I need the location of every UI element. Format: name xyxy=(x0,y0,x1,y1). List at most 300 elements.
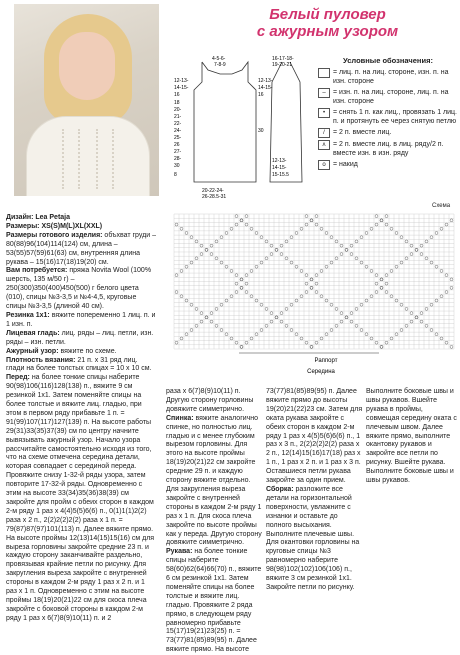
paragraph xyxy=(6,223,156,232)
sch-right-4: 30 xyxy=(258,128,264,134)
paragraph-heading: Сборка: xyxy=(266,485,294,493)
paragraph-text: Выполните боковые швы и швы рукавов. Вшейте рукава в проймы, совмещая середину оката с плечевым швом. Далее вяжите прямо, выполните окантовку рукавов и закройте все петли по рисунку. Вшейте рукава. Выполните боковые швы и швы рукавов. xyxy=(366,388,457,485)
yarn-over-mark xyxy=(250,269,253,272)
paragraph-heading: Размеры готового изделия: xyxy=(6,231,103,239)
yarn-over-mark xyxy=(310,278,313,281)
yarn-over-mark xyxy=(185,299,188,302)
paragraph xyxy=(266,388,364,486)
yarn-over-mark xyxy=(230,295,233,298)
legend-symbol: • xyxy=(318,108,330,118)
yarn-over-mark xyxy=(345,316,348,319)
yarn-over-mark xyxy=(245,274,248,277)
legend-text: = лиц. п. на лиц. стороне, изн. п. на изн. стороне xyxy=(333,69,449,85)
yarn-over-mark xyxy=(420,244,423,247)
yarn-over-mark xyxy=(210,253,213,256)
sch-bottom-2: 26-28.5-31 xyxy=(202,194,227,200)
yarn-over-mark xyxy=(235,215,238,218)
yarn-over-mark xyxy=(270,253,273,256)
legend-item xyxy=(318,88,458,106)
yarn-over-mark xyxy=(250,295,253,298)
yarn-over-mark xyxy=(440,295,443,298)
photo-lace-right xyxy=(96,129,114,189)
yarn-over-mark xyxy=(445,274,448,277)
legend-symbol: o xyxy=(318,160,330,170)
yarn-over-mark xyxy=(425,240,428,243)
yarn-over-mark xyxy=(240,219,243,222)
yarn-over-mark xyxy=(330,329,333,332)
yarn-over-mark xyxy=(205,316,208,319)
yarn-over-mark xyxy=(240,286,243,289)
yarn-over-mark xyxy=(355,257,358,260)
yarn-over-mark xyxy=(270,244,273,247)
yarn-over-mark xyxy=(255,232,258,235)
instructions-column-3 xyxy=(266,388,364,593)
yarn-over-mark xyxy=(315,291,318,294)
yarn-over-mark xyxy=(190,261,193,264)
instructions-column-4 xyxy=(366,388,458,486)
legend-item xyxy=(318,68,458,86)
yarn-over-mark xyxy=(280,320,283,323)
yarn-over-mark xyxy=(350,253,353,256)
yarn-over-mark xyxy=(210,320,213,323)
paragraph-heading: Размеры: XS(S)M(L)XL(XXL) xyxy=(6,222,103,230)
paragraph xyxy=(6,357,156,375)
sch-left-1: 12-13- xyxy=(174,78,189,84)
sch-left-12: 28- xyxy=(174,156,182,162)
yarn-over-mark xyxy=(215,257,218,260)
paragraph-text: раза x 6(7)8(9)10(11) п. Другую сторону горловины довяжите симметрично. xyxy=(166,388,254,413)
yarn-over-mark xyxy=(200,312,203,315)
stitch-chart xyxy=(166,210,460,375)
yarn-over-mark xyxy=(180,337,183,340)
yarn-over-mark xyxy=(365,265,368,268)
yarn-over-mark xyxy=(370,227,373,230)
yarn-over-mark xyxy=(265,324,268,327)
yarn-over-mark xyxy=(180,295,183,298)
paragraph-text: 73(77)81(85)89(95) п. Далее вяжите прямо до высоты 19(20)21(22)23 см. Затем для оката рукава закройте с обеих сторон в каждом 2-м ряду 1 раз x 4(5)5(6)6(6) п., 1 раз x 3 п., 2(2)2(2)2(2) раза x 2 п., 12(14)15(16)17(18) раз x 1 п., 1 раз x 2 п. и 1 раз x 3 п. Оставшиеся петли рукава закройте за один прием. xyxy=(266,388,363,485)
yarn-over-mark xyxy=(235,223,238,226)
paragraph-text: лиц. ряды – лиц. петли, изн. ряды – изн. петли. xyxy=(6,329,154,346)
sch-right-1: 12-13- xyxy=(258,78,273,84)
yarn-over-mark xyxy=(370,269,373,272)
paragraph-text: пряжа Novita Wool (100% шерсть, 135 м/50 г) – 250(300)350(400)450(500) г белого цвета (010), спицы №3-3,5 и №4-4,5, круговые спицы №3-3,5 (длиной 40 см). xyxy=(6,267,152,311)
paragraph xyxy=(6,232,156,268)
legend-heading: Условные обозначения: xyxy=(343,56,433,65)
yarn-over-mark xyxy=(380,345,383,348)
paragraph-text: на более тонкие спицы наберите 90(98)106(116)128(138) п., вяжите 9 см резинкой 1х1. Затем поменяйте спицы на более толстые и вяжите лиц. гладью, при этом в первом ряду прибавьте 1 п. = 91(99)107(117)127(139) п. На высоте работы 29(31)33(35)37(39) см по центру начните вывязывать ажурный узор. Начало узора рассчитайте самостоятельно исходя из того, что на схеме отмечена середина детали, которая совпадает с серединой переда. Провяжите снизу 1-32-й ряды узора, затем повторите 17-32-й ряды. Одновременно с этим на высоте 33(34)35(36)38(39) см закройте для пройм с обеих сторон в каждом 2-м ряду 1 раз x 4(4)5(5)6(6) п., 0(1)1(1)2(2) раза x 2 п., 2(2)2(2)2(2) раза x 1 п. = 79(87)87(97)101(113) п. Далее вяжите прямо. На высоте проймы 12(13)14(15)15(16) см для выреза горловины закройте средние 23 п. и каждую сторону заканчивайте раздельно, провязывая крайние петли по рисунку. Для закругления выреза закройте с внутренней стороны в каждом 2-м ряду 1 раз x 2 п. и 1 раз x 1 п. Одновременно с этим на высоте проймы 18(19)20(21)22 см для скоса плеча закройте с боковой стороны в каждом 2-м ряду 1 раз x 6(7)8(9)10(11) п. и 2 xyxy=(6,374,155,622)
yarn-over-mark xyxy=(230,269,233,272)
sch-left-2: 14-15- xyxy=(174,85,189,91)
yarn-over-mark xyxy=(270,312,273,315)
yarn-over-mark xyxy=(315,274,318,277)
legend-item xyxy=(318,140,458,158)
yarn-over-mark xyxy=(215,240,218,243)
legend-text: = изн. п. на лиц. стороне, лиц. п. на изн. стороне xyxy=(333,89,449,105)
yarn-over-mark xyxy=(330,303,333,306)
yarn-over-mark xyxy=(200,253,203,256)
yarn-over-mark xyxy=(355,307,358,310)
yarn-over-mark xyxy=(235,341,238,344)
yarn-over-mark xyxy=(380,286,383,289)
yarn-over-mark xyxy=(345,248,348,251)
paragraph-heading: Дизайн: Lea Petaja xyxy=(6,214,71,221)
yarn-over-mark xyxy=(295,333,298,336)
sch-left-11: 27- xyxy=(174,149,182,155)
yarn-over-mark xyxy=(200,320,203,323)
yarn-over-mark xyxy=(240,345,243,348)
yarn-over-mark xyxy=(205,248,208,251)
yarn-over-mark xyxy=(390,337,393,340)
yarn-over-mark xyxy=(385,341,388,344)
middle-label: Середина xyxy=(307,369,335,375)
garment-schematic xyxy=(172,52,312,202)
yarn-over-mark xyxy=(300,295,303,298)
yarn-over-mark xyxy=(335,324,338,327)
sch-bottom-1: 20-22-24- xyxy=(202,188,224,194)
yarn-over-mark xyxy=(400,236,403,239)
yarn-over-mark xyxy=(175,223,178,226)
yarn-over-mark xyxy=(250,337,253,340)
yarn-over-mark xyxy=(320,227,323,230)
yarn-over-mark xyxy=(330,236,333,239)
yarn-over-mark xyxy=(290,261,293,264)
yarn-over-mark xyxy=(220,303,223,306)
yarn-over-mark xyxy=(315,341,318,344)
yarn-over-mark xyxy=(395,333,398,336)
yarn-over-mark xyxy=(435,265,438,268)
yarn-over-mark xyxy=(285,307,288,310)
yarn-over-mark xyxy=(245,223,248,226)
yarn-over-mark xyxy=(360,303,363,306)
yarn-over-mark xyxy=(260,261,263,264)
yarn-over-mark xyxy=(315,223,318,226)
yarn-over-mark xyxy=(220,329,223,332)
yarn-over-mark xyxy=(280,312,283,315)
yarn-over-mark xyxy=(415,316,418,319)
yarn-over-mark xyxy=(240,278,243,281)
yarn-over-mark xyxy=(225,333,228,336)
yarn-over-mark xyxy=(340,253,343,256)
yarn-over-mark xyxy=(300,337,303,340)
yarn-over-mark xyxy=(325,265,328,268)
legend-text: = 2 п. вместе лиц. в лиц. ряду/2 п. вместе изн. в изн. ряду xyxy=(333,141,444,157)
yarn-over-mark xyxy=(370,337,373,340)
yarn-over-mark xyxy=(385,223,388,226)
yarn-over-mark xyxy=(420,312,423,315)
sch-left-8: 24- xyxy=(174,128,182,134)
yarn-over-mark xyxy=(255,333,258,336)
yarn-over-mark xyxy=(355,240,358,243)
yarn-over-mark xyxy=(190,303,193,306)
yarn-over-mark xyxy=(340,312,343,315)
sch-top-right-2: 19-20-21 xyxy=(272,62,293,68)
paragraph-heading: Спинка: xyxy=(166,414,194,422)
yarn-over-mark xyxy=(300,227,303,230)
yarn-over-mark xyxy=(405,240,408,243)
yarn-over-mark xyxy=(365,232,368,235)
yarn-over-mark xyxy=(245,291,248,294)
sch-top-left-1: 4-5-6- xyxy=(212,56,226,62)
yarn-over-mark xyxy=(310,219,313,222)
paragraph-heading: Перед: xyxy=(6,374,30,382)
yarn-over-mark xyxy=(265,240,268,243)
sch-right-3: 16 xyxy=(258,92,264,98)
sch-left-13: 30 xyxy=(174,163,180,169)
yarn-over-mark xyxy=(425,257,428,260)
paragraph-text: 21 п. x 31 ряд лиц. глади на более толстых спицах = 10 x 10 см. xyxy=(6,356,152,373)
yarn-over-mark xyxy=(235,291,238,294)
yarn-over-mark xyxy=(365,299,368,302)
instructions-column-1 xyxy=(6,214,156,624)
yarn-over-mark xyxy=(440,337,443,340)
yarn-over-mark xyxy=(260,329,263,332)
yarn-over-mark xyxy=(450,278,453,281)
yarn-over-mark xyxy=(290,236,293,239)
yarn-over-mark xyxy=(195,324,198,327)
yarn-over-mark xyxy=(305,274,308,277)
yarn-over-mark xyxy=(275,316,278,319)
yarn-over-mark xyxy=(315,215,318,218)
yarn-over-mark xyxy=(385,274,388,277)
yarn-over-mark xyxy=(405,324,408,327)
yarn-over-mark xyxy=(235,282,238,285)
yarn-over-mark xyxy=(435,232,438,235)
yarn-over-mark xyxy=(190,236,193,239)
yarn-over-mark xyxy=(265,307,268,310)
paragraph xyxy=(6,374,156,623)
yarn-over-mark xyxy=(320,295,323,298)
yarn-over-mark xyxy=(180,227,183,230)
yarn-over-mark xyxy=(325,299,328,302)
yarn-over-mark xyxy=(440,269,443,272)
yarn-over-mark xyxy=(245,341,248,344)
yarn-over-mark xyxy=(245,215,248,218)
stitch-chart-svg xyxy=(166,210,460,375)
yarn-over-mark xyxy=(380,278,383,281)
yarn-over-mark xyxy=(375,282,378,285)
paragraph xyxy=(166,415,264,549)
yarn-over-mark xyxy=(390,227,393,230)
yarn-over-mark xyxy=(325,232,328,235)
paragraph xyxy=(6,330,156,348)
legend-text: = снять 1 п. как лиц., провязать 1 лиц. п. и протянуть ее через снятую петлю xyxy=(333,109,458,125)
yarn-over-mark xyxy=(400,261,403,264)
yarn-over-mark xyxy=(365,333,368,336)
yarn-over-mark xyxy=(390,295,393,298)
sch-left-7: 22- xyxy=(174,121,182,127)
sch-left-3: 16 xyxy=(174,92,180,98)
legend-symbol: / xyxy=(318,128,330,138)
paragraph xyxy=(6,348,156,357)
paragraph-text: вяжите по схеме. xyxy=(58,347,117,355)
yarn-over-mark xyxy=(350,312,353,315)
yarn-over-mark xyxy=(235,274,238,277)
yarn-over-mark xyxy=(285,240,288,243)
yarn-over-mark xyxy=(325,333,328,336)
yarn-over-mark xyxy=(330,261,333,264)
yarn-over-mark xyxy=(360,329,363,332)
yarn-over-mark xyxy=(285,324,288,327)
yarn-over-mark xyxy=(385,215,388,218)
yarn-over-mark xyxy=(340,320,343,323)
title-line-2: с ажурным узором xyxy=(256,23,399,40)
yarn-over-mark xyxy=(450,345,453,348)
yarn-over-mark xyxy=(175,341,178,344)
legend-text: = 2 п. вместе лиц. xyxy=(333,129,392,136)
sch-left-14: 8 xyxy=(174,172,177,178)
yarn-over-mark xyxy=(255,299,258,302)
yarn-over-mark xyxy=(375,291,378,294)
yarn-over-mark xyxy=(315,282,318,285)
yarn-over-mark xyxy=(225,299,228,302)
yarn-over-mark xyxy=(185,265,188,268)
yarn-over-mark xyxy=(435,333,438,336)
yarn-over-mark xyxy=(245,282,248,285)
yarn-over-mark xyxy=(400,303,403,306)
title-line-1: Белый пуловер xyxy=(269,6,386,23)
yarn-over-mark xyxy=(310,286,313,289)
yarn-over-mark xyxy=(300,269,303,272)
paragraph-heading: Резинка 1х1: xyxy=(6,311,50,319)
paragraph xyxy=(266,486,364,593)
sch-right-2: 14-15- xyxy=(258,85,273,91)
yarn-over-mark xyxy=(430,236,433,239)
legend-text: = накид xyxy=(333,161,358,168)
yarn-over-mark xyxy=(430,329,433,332)
paragraph-text: вяжите аналогично спинке, но полностью лиц. гладью и с менее глубоким вырезом горловины. Для этого на высоте проймы 18(19)20(21)22 см закройте средние 29 п. и каждую сторону вяжите отдельно. Для закругления выреза закройте с внутренней стороны в каждом 2-м ряду 1 раз x 1 п. Для скоса плеча закройте по высоте проймы как у переда. Другую сторону довяжите симметрично. xyxy=(166,414,262,547)
paragraph-heading: Лицевая гладь: xyxy=(6,329,60,337)
yarn-over-mark xyxy=(210,244,213,247)
yarn-over-mark xyxy=(175,291,178,294)
yarn-over-mark xyxy=(295,299,298,302)
sch-left-5: 20- xyxy=(174,107,182,113)
yarn-over-mark xyxy=(270,320,273,323)
yarn-over-mark xyxy=(215,307,218,310)
yarn-over-mark xyxy=(250,227,253,230)
yarn-over-mark xyxy=(430,303,433,306)
paragraph-heading: Ажурный узор: xyxy=(6,347,59,355)
yarn-over-mark xyxy=(260,303,263,306)
sch-right-6: 14-15- xyxy=(272,165,287,171)
yarn-over-mark xyxy=(305,223,308,226)
sch-left-9: 25- xyxy=(174,135,182,141)
sch-right-7: 15-15.5 xyxy=(272,172,289,178)
yarn-over-mark xyxy=(200,244,203,247)
yarn-over-mark xyxy=(450,219,453,222)
yarn-over-mark xyxy=(445,291,448,294)
paragraph xyxy=(6,267,156,312)
yarn-over-mark xyxy=(305,291,308,294)
photo-lace-left xyxy=(62,129,80,189)
yarn-over-mark xyxy=(255,265,258,268)
yarn-over-mark xyxy=(225,265,228,268)
sch-right-5: 12-13- xyxy=(272,158,287,164)
yarn-over-mark xyxy=(195,240,198,243)
yarn-over-mark xyxy=(310,345,313,348)
yarn-over-mark xyxy=(405,257,408,260)
yarn-over-mark xyxy=(195,257,198,260)
yarn-over-mark xyxy=(360,261,363,264)
yarn-over-mark xyxy=(410,253,413,256)
yarn-over-mark xyxy=(350,320,353,323)
photo-face xyxy=(59,32,115,100)
yarn-over-mark xyxy=(185,333,188,336)
yarn-over-mark xyxy=(265,257,268,260)
yarn-over-mark xyxy=(410,312,413,315)
yarn-over-mark xyxy=(230,227,233,230)
yarn-over-mark xyxy=(375,274,378,277)
instructions-column-2 xyxy=(166,388,264,655)
yarn-over-mark xyxy=(430,261,433,264)
yarn-over-mark xyxy=(435,299,438,302)
yarn-over-mark xyxy=(175,274,178,277)
yarn-over-mark xyxy=(340,244,343,247)
sch-left-6: 21- xyxy=(174,114,182,120)
paragraph-text: на более тонкие спицы наберите 58(60)62(64)66(70) п., вяжите 6 см резинкой 1х1. Затем поменяйте спицы на более толстые и вяжите лиц. гладью. Провяжите 2 ряда прямо, в следующем ряду равномерно прибавьте 15(17)19(21)23(25) п. = 73(77)81(85)89(95) п. Далее вяжите прямо. На высоте xyxy=(166,548,262,654)
schema-title: Схема xyxy=(432,203,451,209)
yarn-over-mark xyxy=(395,265,398,268)
yarn-over-mark xyxy=(410,320,413,323)
yarn-over-mark xyxy=(290,329,293,332)
yarn-over-mark xyxy=(370,295,373,298)
yarn-over-mark xyxy=(295,265,298,268)
yarn-over-mark xyxy=(180,269,183,272)
yarn-over-mark xyxy=(380,219,383,222)
paragraph xyxy=(166,548,264,655)
photo-sweater xyxy=(26,116,150,196)
yarn-over-mark xyxy=(395,232,398,235)
sch-left-4: 18 xyxy=(174,100,180,106)
yarn-over-mark xyxy=(290,303,293,306)
yarn-over-mark xyxy=(280,253,283,256)
yarn-over-mark xyxy=(190,329,193,332)
yarn-over-mark xyxy=(335,257,338,260)
yarn-over-mark xyxy=(410,244,413,247)
paragraph xyxy=(166,388,264,415)
yarn-over-mark xyxy=(425,307,428,310)
yarn-over-mark xyxy=(385,282,388,285)
schematic-drawing xyxy=(172,52,312,202)
chart-grid xyxy=(174,214,454,349)
yarn-over-mark xyxy=(390,269,393,272)
yarn-over-mark xyxy=(225,232,228,235)
legend-symbol: – xyxy=(318,88,330,98)
yarn-over-mark xyxy=(375,223,378,226)
yarn-over-mark xyxy=(335,307,338,310)
yarn-over-mark xyxy=(230,337,233,340)
yarn-over-mark xyxy=(260,236,263,239)
yarn-over-mark xyxy=(395,299,398,302)
yarn-over-mark xyxy=(215,324,218,327)
yarn-over-mark xyxy=(445,341,448,344)
yarn-over-mark xyxy=(220,261,223,264)
yarn-over-mark xyxy=(375,215,378,218)
paragraph-heading: Рукава: xyxy=(166,548,193,556)
paragraph-text: вяжите попеременно 1 лиц. п. и 1 изн. п. xyxy=(6,311,156,328)
yarn-over-mark xyxy=(405,307,408,310)
yarn-over-mark xyxy=(280,244,283,247)
yarn-over-mark xyxy=(440,227,443,230)
yarn-over-mark xyxy=(445,223,448,226)
yarn-over-mark xyxy=(420,320,423,323)
legend xyxy=(318,56,458,172)
legend-item xyxy=(318,108,458,126)
paragraph-text: разложите все детали на горизонтальной поверхности, увлажните с изнанки и оставьте до полного высыхания. Выполните плечевые швы. Для окантовки горловины на круговые спицы №3 равномерно наберите 98(98)102(102)106(106) п., вяжите 3 см резинкой 1х1. Закройте петли по рисунку. xyxy=(266,485,360,591)
yarn-over-mark xyxy=(420,253,423,256)
yarn-over-mark xyxy=(305,282,308,285)
yarn-over-mark xyxy=(335,240,338,243)
yarn-over-mark xyxy=(210,312,213,315)
